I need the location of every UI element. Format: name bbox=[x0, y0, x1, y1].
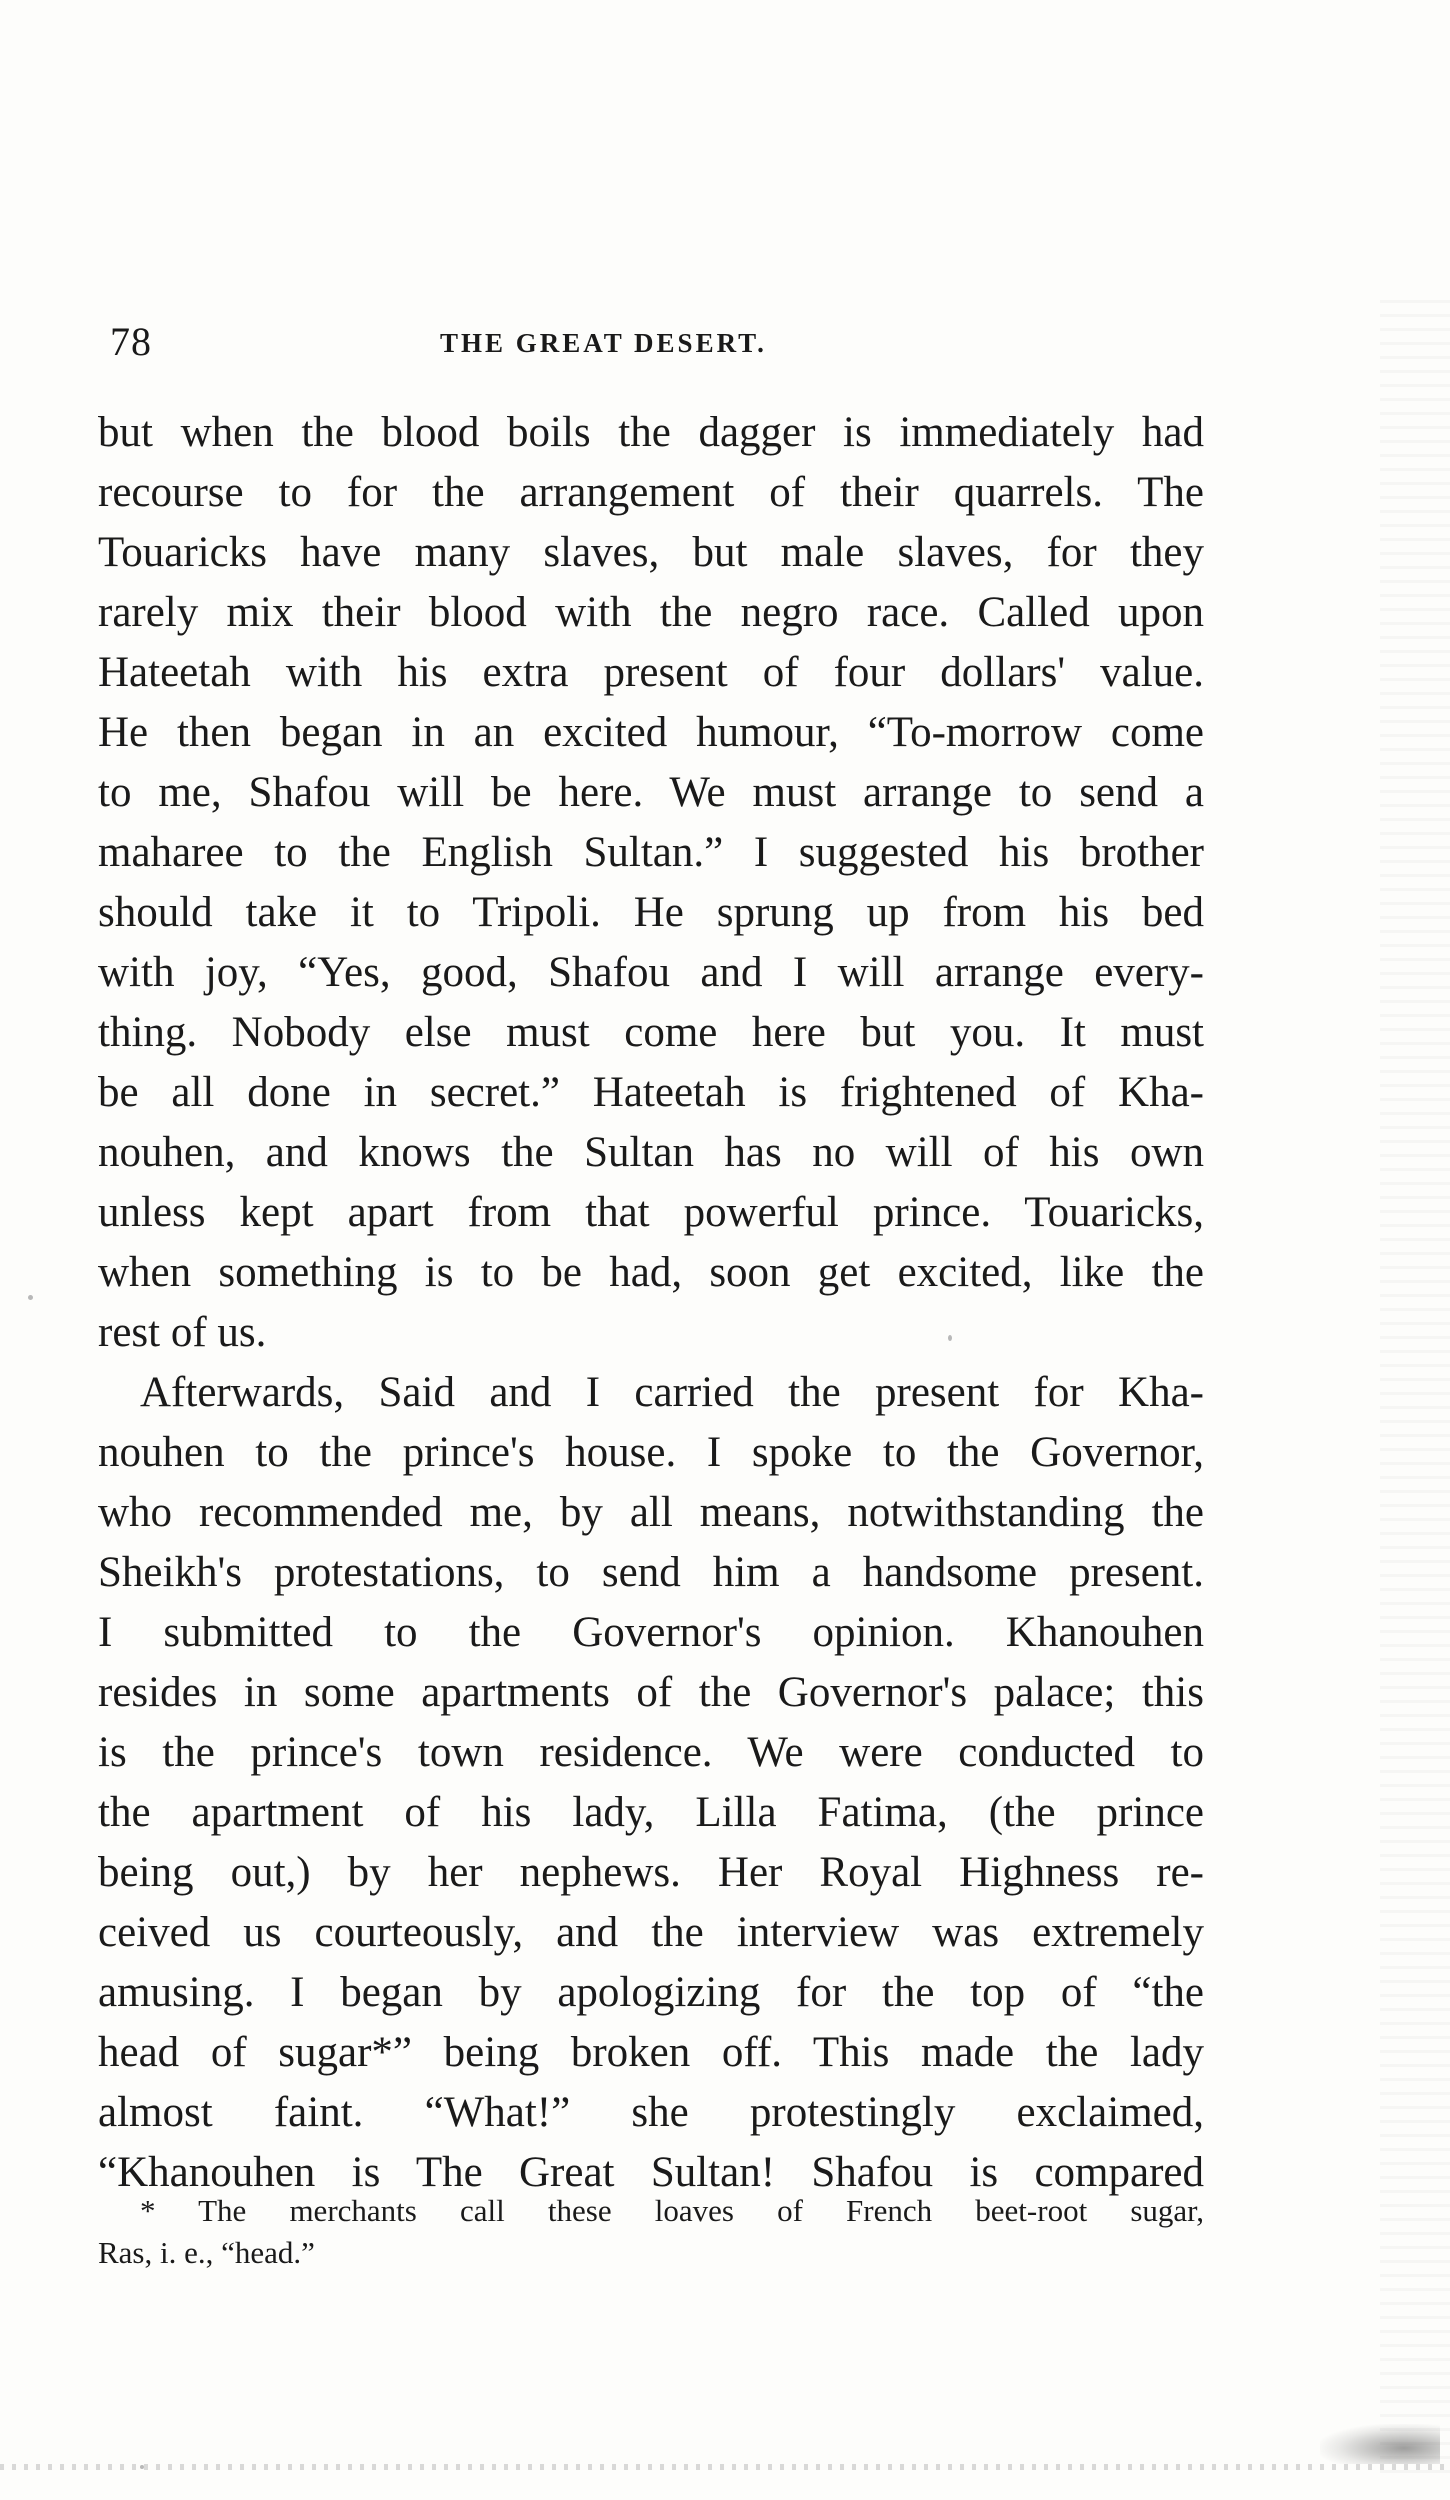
text-line: who recommended me, by all means, notwithstanding the bbox=[98, 1489, 1204, 1536]
page-number: 78 bbox=[110, 319, 152, 364]
footnote bbox=[98, 2190, 1204, 2274]
text-line: to me, Shafou will be here. We must arrange to send a bbox=[98, 769, 1204, 816]
text-line: maharee to the English Sultan.” I suggested his brother bbox=[98, 829, 1204, 876]
bottom-edge-artifact bbox=[0, 2464, 1450, 2470]
text-line: “Khanouhen is The Great Sultan! Shafou is compared bbox=[98, 2149, 1204, 2196]
running-title: THE GREAT DESERT. bbox=[440, 328, 767, 358]
text-line: resides in some apartments of the Governor's palace; this bbox=[98, 1669, 1204, 1716]
ink-speck bbox=[140, 2465, 144, 2469]
ink-speck bbox=[948, 1335, 952, 1341]
text-line: nouhen to the prince's house. I spoke to the Governor, bbox=[98, 1429, 1204, 1476]
text-line: ceived us courteously, and the interview was extremely bbox=[98, 1909, 1204, 1956]
running-head bbox=[110, 318, 1210, 368]
text-line: with joy, “Yes, good, Shafou and I will arrange every- bbox=[98, 949, 1204, 996]
text-line: the apartment of his lady, Lilla Fatima, (the prince bbox=[98, 1789, 1204, 1836]
text-line: amusing. I began by apologizing for the top of “the bbox=[98, 1969, 1204, 2016]
text-line: I submitted to the Governor's opinion. Khanouhen bbox=[98, 1609, 1204, 1656]
text-line: nouhen, and knows the Sultan has no will of his own bbox=[98, 1129, 1204, 1176]
ink-speck bbox=[28, 1295, 33, 1300]
text-line: Sheikh's protestations, to send him a handsome present. bbox=[98, 1549, 1204, 1596]
text-line: rest of us. bbox=[98, 1309, 267, 1356]
body-text bbox=[98, 403, 1204, 2203]
text-line: recourse to for the arrangement of their quarrels. The bbox=[98, 469, 1204, 516]
text-line: thing. Nobody else must come here but you. It must bbox=[98, 1009, 1204, 1056]
footnote-line: Ras, i. e., “head.” bbox=[98, 2235, 315, 2270]
text-line: be all done in secret.” Hateetah is frightened of Kha- bbox=[98, 1069, 1204, 1116]
text-line: almost faint. “What!” she protestingly exclaimed, bbox=[98, 2089, 1204, 2136]
text-line: unless kept apart from that powerful prince. Touaricks, bbox=[98, 1189, 1204, 1236]
text-line: Hateetah with his extra present of four dollars' value. bbox=[98, 649, 1204, 696]
text-line: rarely mix their blood with the negro race. Called upon bbox=[98, 589, 1204, 636]
text-line: is the prince's town residence. We were conducted to bbox=[98, 1729, 1204, 1776]
text-line: should take it to Tripoli. He sprung up from his bed bbox=[98, 889, 1204, 936]
text-line: being out,) by her nephews. Her Royal Highness re- bbox=[98, 1849, 1204, 1896]
text-line: when something is to be had, soon get excited, like the bbox=[98, 1249, 1204, 1296]
corner-smudge bbox=[1320, 2424, 1440, 2464]
paragraph-start-line: Afterwards, Said and I carried the present for Kha- bbox=[140, 1369, 1204, 1416]
text-line: Touaricks have many slaves, but male slaves, for they bbox=[98, 529, 1204, 576]
text-line: He then began in an excited humour, “To-morrow come bbox=[98, 709, 1204, 756]
text-line: head of sugar*” being broken off. This made the lady bbox=[98, 2029, 1204, 2076]
text-line: but when the blood boils the dagger is immediately had bbox=[98, 409, 1204, 456]
footnote-line: * The merchants call these loaves of French beet-root sugar, bbox=[140, 2193, 1204, 2228]
page-edge-shading bbox=[1380, 300, 1450, 2480]
